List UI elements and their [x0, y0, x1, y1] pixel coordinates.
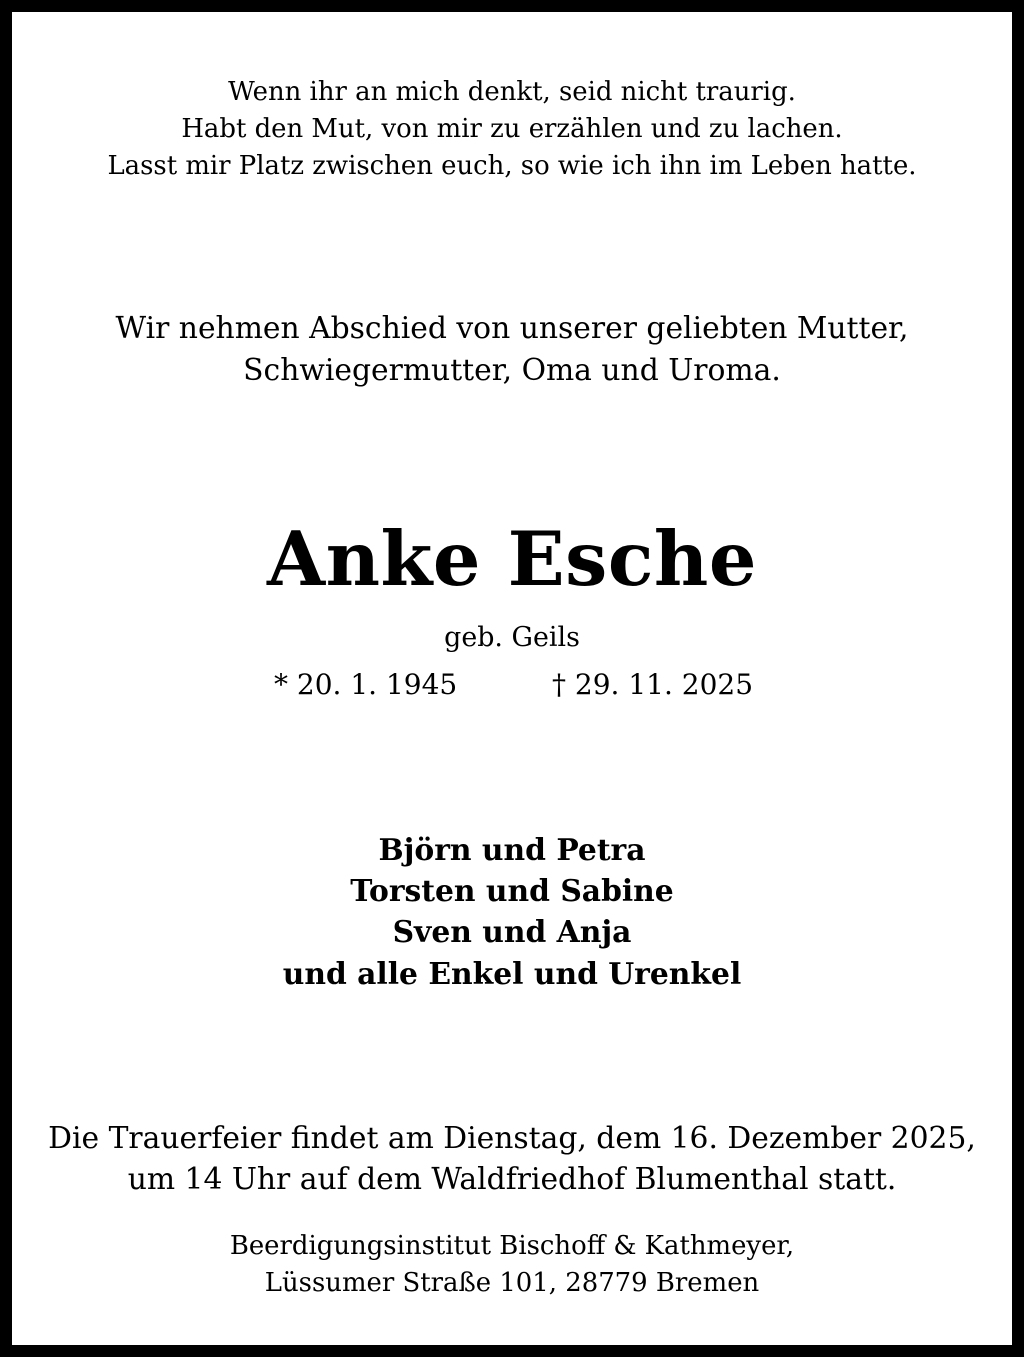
funeral-home-name: Beerdigungsinstitut Bischoff & Kathmeyer, — [229, 1231, 795, 1261]
maiden-name: geb. Geils — [444, 622, 580, 653]
deceased-name: Anke Esche — [267, 515, 757, 603]
mourner-line: Torsten und Sabine — [350, 874, 674, 909]
funeral-home-address: Lüssumer Straße 101, 28779 Bremen — [264, 1268, 760, 1298]
verse-line: Lasst mir Platz zwischen euch, so wie ich ihn im Leben hatte. — [107, 151, 917, 181]
verse-line: Wenn ihr an mich denkt, seid nicht traurig. — [228, 77, 796, 107]
intro-line: Schwiegermutter, Oma und Uroma. — [243, 353, 781, 388]
intro-line: Wir nehmen Abschied von unserer geliebten Mutter, — [115, 311, 909, 346]
verse-line: Habt den Mut, von mir zu erzählen und zu lachen. — [181, 114, 843, 144]
mourner-line: Björn und Petra — [378, 833, 646, 868]
ceremony-line: Die Trauerfeier findet am Dienstag, dem 16. Dezember 2025, — [48, 1121, 976, 1156]
ceremony-line: um 14 Uhr auf dem Waldfriedhof Blumenthal statt. — [127, 1162, 897, 1197]
death-date: † 29. 11. 2025 — [552, 668, 754, 701]
birth-date: * 20. 1. 1945 — [274, 668, 458, 701]
mourner-line: und alle Enkel und Urenkel — [282, 957, 742, 992]
mourner-line: Sven und Anja — [392, 915, 632, 950]
